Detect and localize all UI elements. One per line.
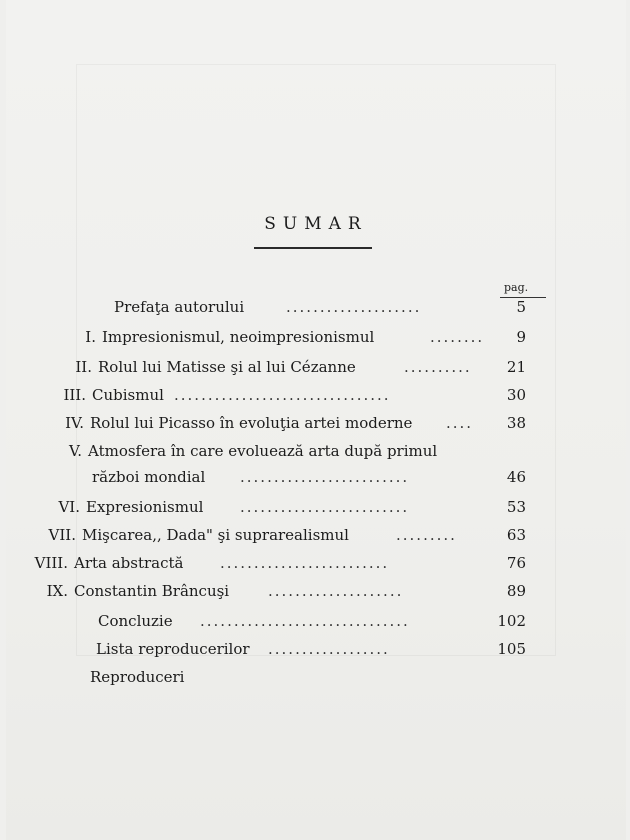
toc-row-1 bbox=[6, 326, 586, 348]
toc-title: Rolul lui Picasso în evoluţia artei moderne bbox=[90, 414, 413, 432]
toc-row-6 bbox=[6, 496, 586, 518]
toc-row-5 bbox=[6, 440, 586, 462]
toc-leader-dots: ................................ bbox=[174, 386, 391, 404]
toc-row-5-continued bbox=[6, 466, 586, 488]
toc-title: Expresionismul bbox=[86, 498, 204, 516]
toc-row-4 bbox=[6, 412, 586, 434]
toc-title: Impresionismul, neoimpresionismul bbox=[102, 328, 375, 346]
toc-number: II. bbox=[75, 358, 92, 376]
toc-number: III. bbox=[63, 386, 86, 404]
toc-row-reproductions-list bbox=[6, 638, 586, 660]
toc-leader-dots: ............................... bbox=[200, 612, 410, 630]
toc-leader-dots: .... bbox=[446, 414, 474, 432]
toc-leader-dots: ......................... bbox=[240, 498, 410, 516]
toc-page: 38 bbox=[506, 414, 526, 432]
toc-title: Arta abstractă bbox=[74, 554, 184, 572]
toc-page: 102 bbox=[497, 612, 526, 630]
toc-title: Mişcarea,, Dada" şi suprarealismul bbox=[82, 526, 349, 544]
page-title: SUMAR bbox=[264, 214, 368, 234]
toc-page: 30 bbox=[506, 386, 526, 404]
toc-row-preface bbox=[6, 296, 586, 318]
toc-leader-dots: .................... bbox=[286, 298, 422, 316]
toc-page: 21 bbox=[506, 358, 526, 376]
toc-title: război mondial bbox=[92, 468, 206, 486]
toc-number: IV. bbox=[65, 414, 84, 432]
toc-leader-dots: .................. bbox=[268, 640, 390, 658]
toc-row-conclusion bbox=[6, 610, 586, 632]
toc-page: 9 bbox=[516, 328, 526, 346]
toc-row-3 bbox=[6, 384, 586, 406]
toc-page: 63 bbox=[506, 526, 526, 544]
toc-page: 53 bbox=[506, 498, 526, 516]
toc-row-8 bbox=[6, 552, 586, 574]
toc-leader-dots: ......................... bbox=[240, 468, 410, 486]
toc-leader-dots: ......... bbox=[396, 526, 457, 544]
toc-page: 46 bbox=[506, 468, 526, 486]
toc-number: VII. bbox=[48, 526, 76, 544]
toc-leader-dots: .......... bbox=[404, 358, 472, 376]
toc-row-7 bbox=[6, 524, 586, 546]
toc-number: VI. bbox=[58, 498, 80, 516]
toc-page: 76 bbox=[506, 554, 526, 572]
toc-row-reproductions bbox=[6, 666, 586, 688]
page-column-label: pag. bbox=[504, 281, 529, 294]
toc-leader-dots: ......................... bbox=[220, 554, 390, 572]
toc-title: Prefaţa autorului bbox=[114, 298, 245, 316]
toc-row-2 bbox=[6, 356, 586, 378]
toc-number: I. bbox=[85, 328, 96, 346]
toc-page: 89 bbox=[506, 582, 526, 600]
toc-title: Cubismul bbox=[92, 386, 164, 404]
toc-number: V. bbox=[69, 442, 82, 460]
title-underline bbox=[254, 247, 372, 249]
toc-number: IX. bbox=[46, 582, 68, 600]
toc-title: Constantin Brâncuşi bbox=[74, 582, 230, 600]
toc-title: Atmosfera în care evoluează arta după primul bbox=[88, 442, 438, 460]
toc-leader-dots: ........ bbox=[430, 328, 485, 346]
toc-number: VIII. bbox=[34, 554, 68, 572]
toc-title: Concluzie bbox=[98, 612, 173, 630]
toc-leader-dots: .................... bbox=[268, 582, 404, 600]
toc-title: Rolul lui Matisse şi al lui Cézanne bbox=[98, 358, 356, 376]
toc-title: Reproduceri bbox=[90, 668, 185, 686]
toc-title: Lista reproducerilor bbox=[96, 640, 250, 658]
toc-row-9 bbox=[6, 580, 586, 602]
toc-page: 5 bbox=[516, 298, 526, 316]
toc-page: 105 bbox=[497, 640, 526, 658]
book-page bbox=[6, 0, 626, 840]
